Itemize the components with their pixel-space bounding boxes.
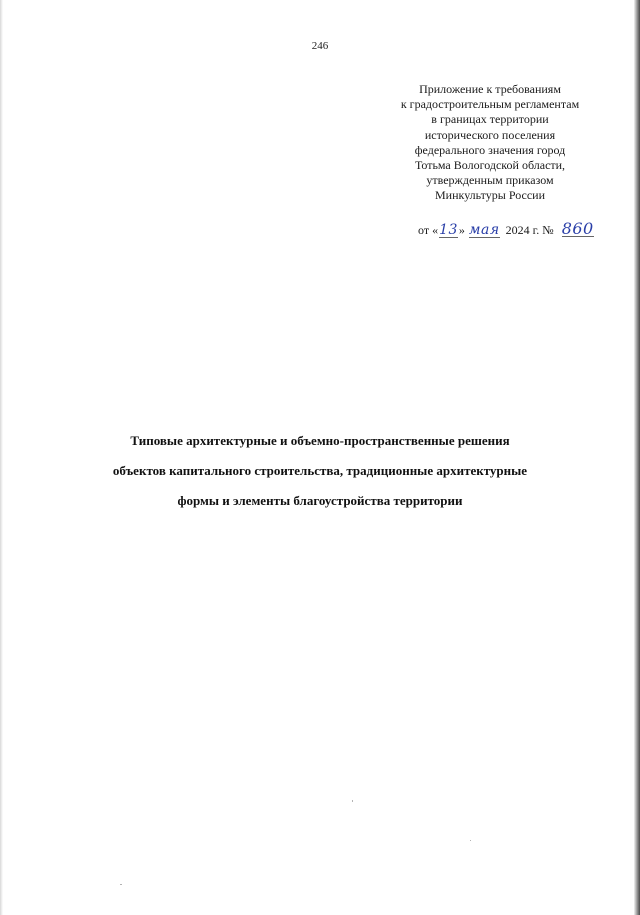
date-year-text: 2024 г. № [505,223,554,237]
document-title [60,426,580,516]
approval-line: утвержденным приказом [426,173,554,188]
title-line: Типовые архитектурные и объемно-пространственные решения [130,433,510,448]
approval-line: федерального значения город [414,142,566,157]
approval-line: Тотьма Вологодской области, [414,158,566,173]
order-date-line [418,219,618,238]
approval-line: в границах территории [431,112,549,127]
approval-block [380,82,600,204]
scan-speck [120,884,122,885]
handwritten-order-number: 860 [561,219,594,238]
scan-edge-left [0,0,3,915]
handwritten-day: 13 [439,222,458,238]
date-prefix: от « [418,223,439,237]
approval-line: Приложение к требованиям [419,82,561,96]
scan-edge-right [634,0,640,915]
approval-line: к градостроительным регламентам [400,97,580,112]
title-line: объектов капитального строительства, традиционные архитектурные [112,463,528,478]
approval-line: Минкультуры России [435,188,545,203]
title-line: формы и элементы благоустройства территории [177,493,463,508]
date-quote-close: » [458,223,465,237]
handwritten-month: мая [468,222,500,238]
scan-speck [470,840,471,841]
scan-speck [352,800,353,802]
approval-line: исторического поселения [424,127,556,142]
page-number: 246 [311,40,329,52]
